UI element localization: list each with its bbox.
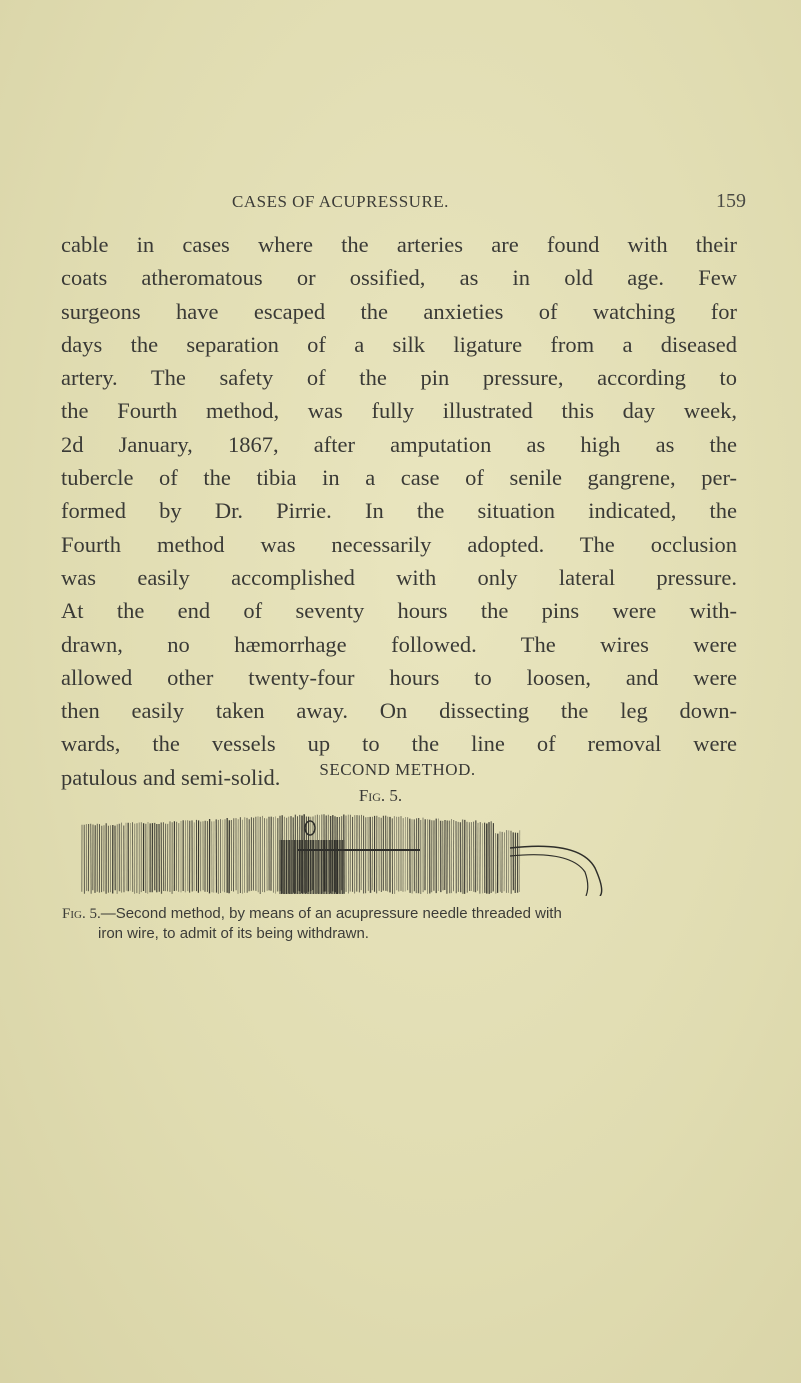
text-line: allowed other twenty-four hours to loosen, and were [61, 664, 737, 690]
text-line: formed by Dr. Pirrie. In the situation indicated, the [61, 498, 737, 524]
section-heading [0, 760, 801, 806]
iron-wire-end [510, 855, 588, 896]
caption-text-continued: iron wire, to admit of its being withdrawn. [98, 925, 369, 942]
text-line: then easily taken away. On dissecting the leg down- [61, 698, 737, 724]
text-line: surgeons have escaped the anxieties of watching for [61, 298, 737, 324]
text-line: tubercle of the tibia in a case of senile gangrene, per- [61, 465, 737, 491]
text-line: was easily accomplished with only lateral pressure. [61, 564, 737, 590]
figure-caption [62, 904, 762, 944]
page-number: 159 [716, 190, 746, 212]
running-head [0, 192, 801, 222]
figure-illustration [80, 810, 635, 896]
body-text [61, 228, 737, 794]
text-line: cable in cases where the arteries are found with their [61, 232, 737, 257]
text-line: patulous and semi-solid. [61, 764, 281, 790]
text-line: Fourth method was necessarily adopted. The occlusion [61, 531, 737, 557]
text-line: 2d January, 1867, after amputation as high as the [61, 431, 737, 457]
text-line: the Fourth method, was fully illustrated this day week, [61, 398, 737, 424]
text-line: wards, the vessels up to the line of removal were [61, 731, 737, 757]
text-line: days the separation of a silk ligature from a diseased [61, 331, 737, 357]
text-line: artery. The safety of the pin pressure, according to [61, 365, 737, 391]
figure-label: Fig. 5. [358, 786, 403, 805]
text-line: coats atheromatous or ossified, as in old age. Few [61, 265, 737, 291]
caption-text: —Second method, by means of an acupressure needle threaded with [100, 905, 562, 922]
caption-label: Fig. 5. [62, 906, 101, 922]
text-line: drawn, no hæmorrhage followed. The wires were [61, 631, 737, 657]
text-line: At the end of seventy hours the pins were with- [61, 598, 737, 624]
running-title: CASES OF ACUPRESSURE. [232, 192, 449, 211]
figure-hatching [82, 814, 520, 894]
section-title: SECOND METHOD. [319, 760, 476, 779]
